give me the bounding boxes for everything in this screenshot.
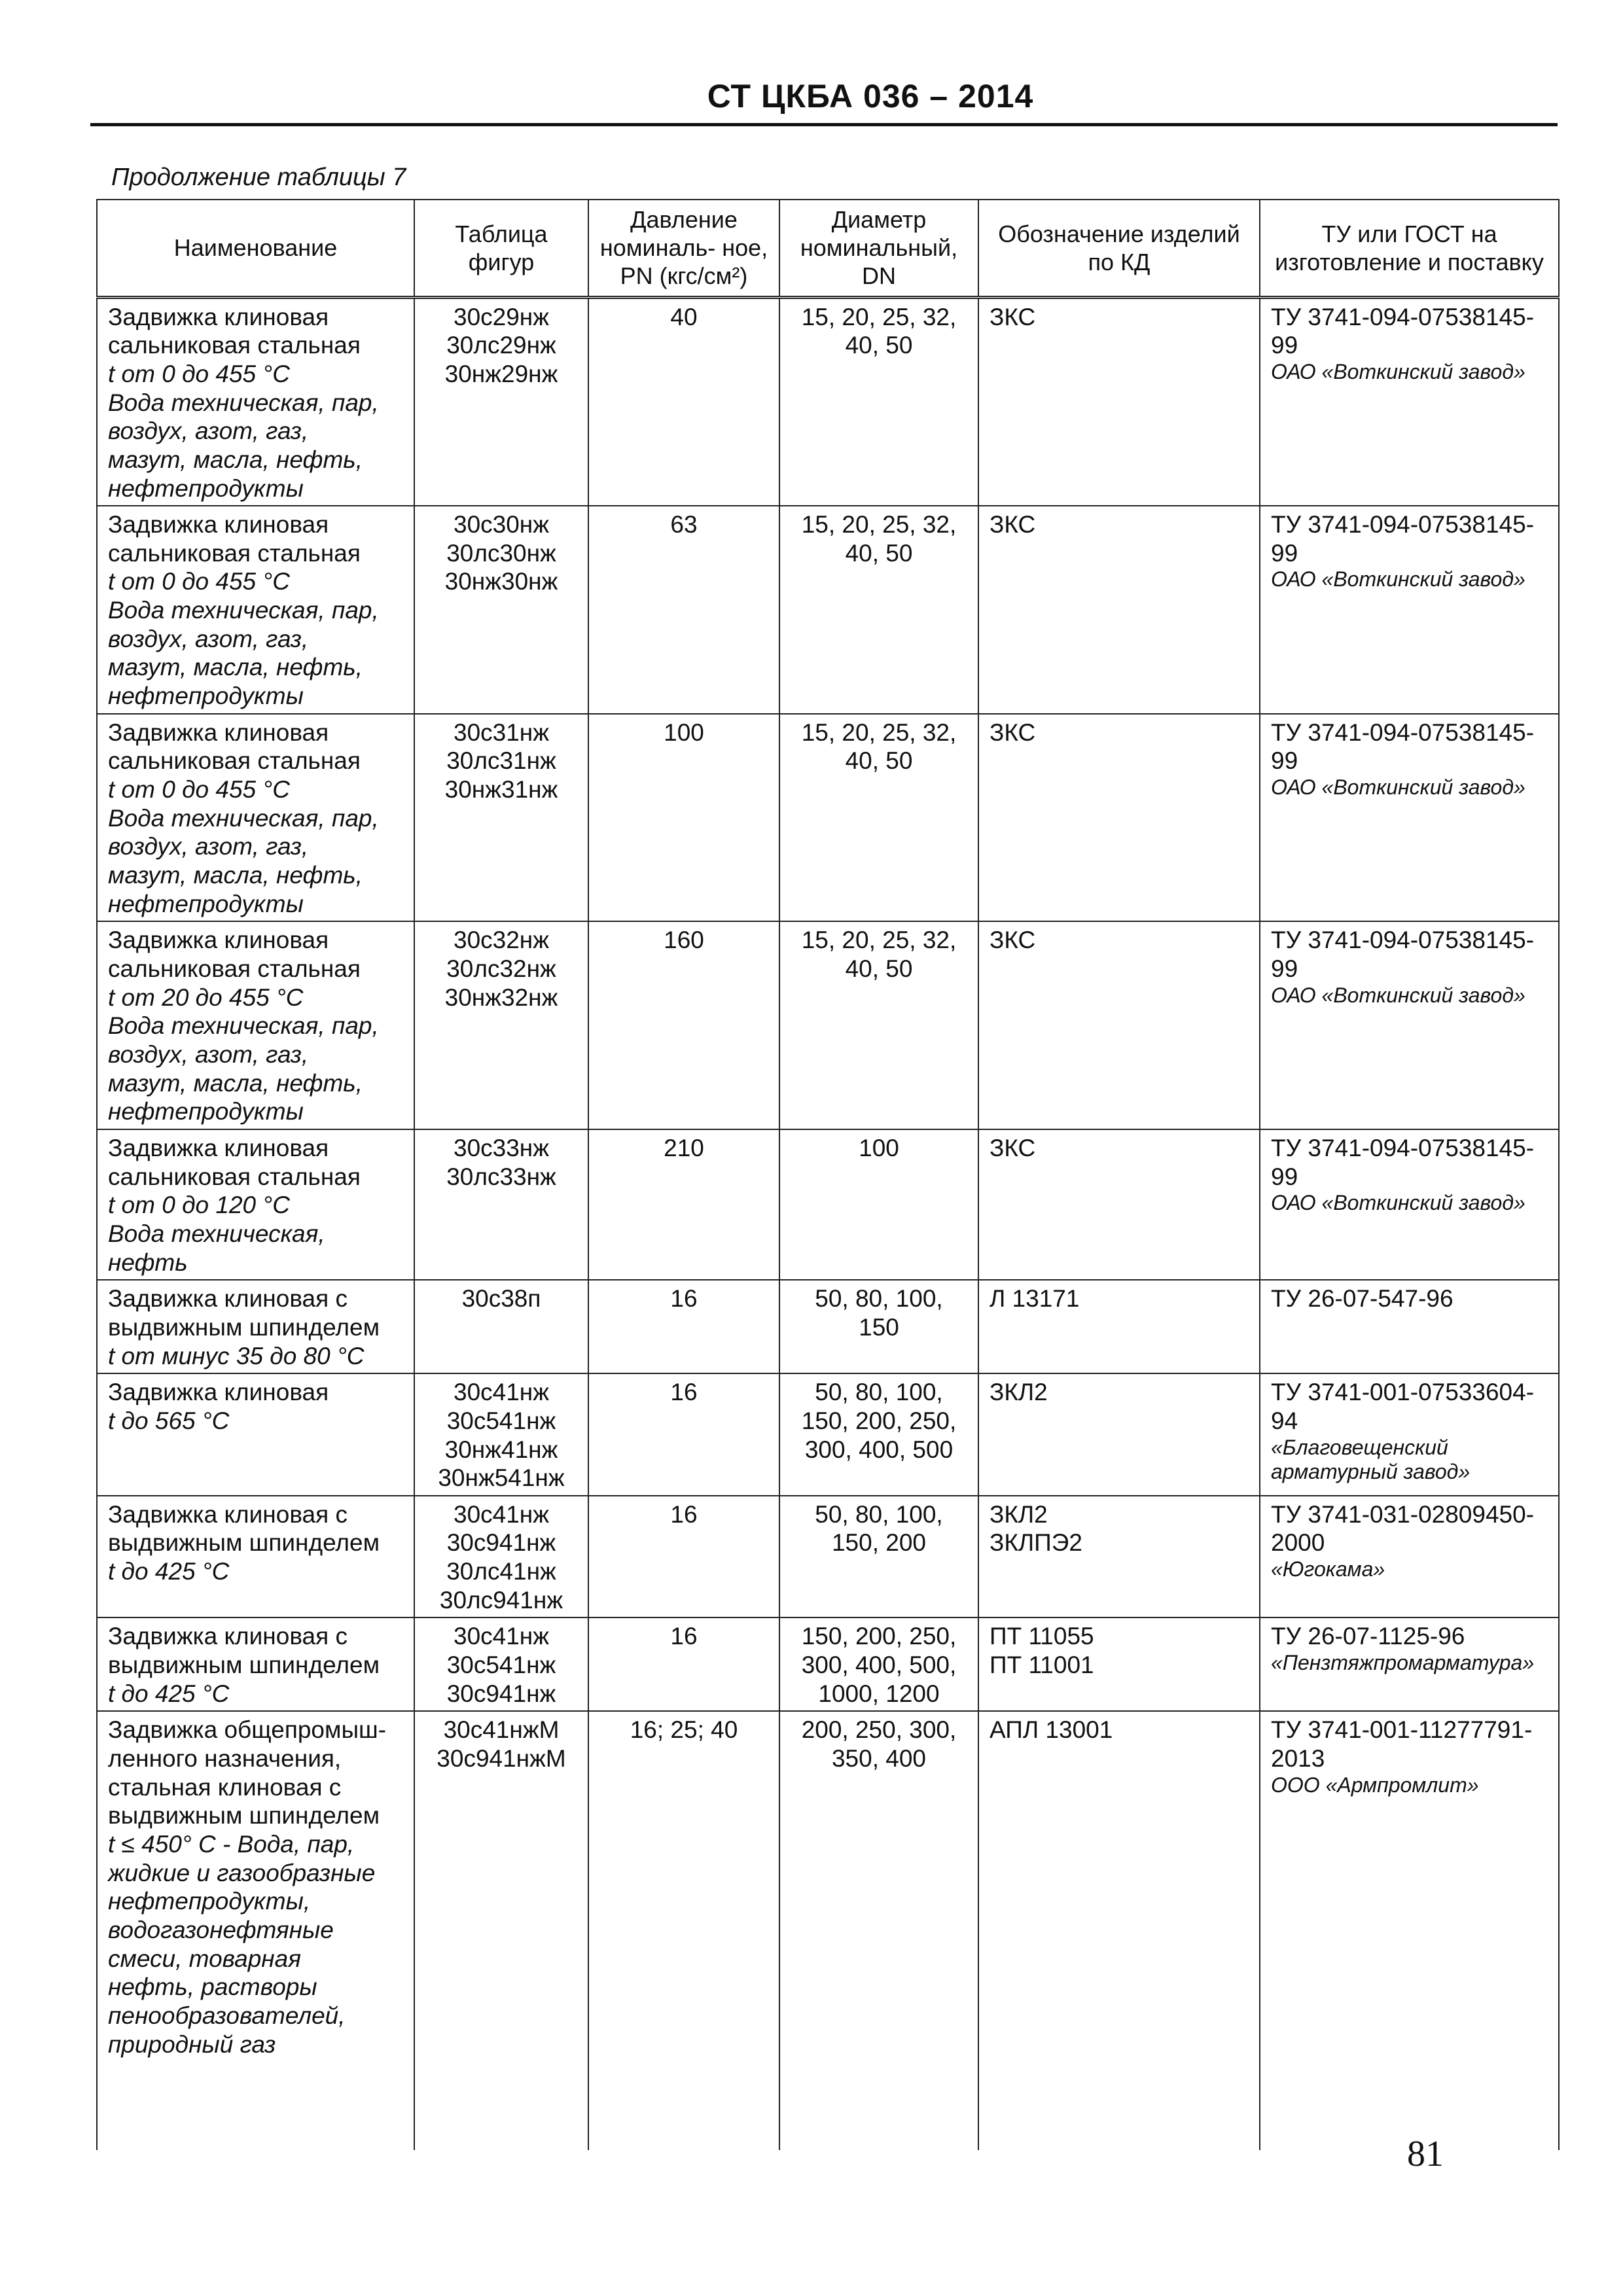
- cell-name: [97, 1280, 414, 1373]
- diameter-line: 150, 200, 250,: [801, 1407, 957, 1434]
- manufacturer-name: ОАО «Воткинский завод»: [1271, 775, 1525, 800]
- cell-name: [97, 1373, 414, 1496]
- cell-tu-gost: [1260, 1129, 1559, 1280]
- name-line: стальная клиновая с: [108, 1773, 342, 1801]
- figure-code: 30с38п: [461, 1285, 541, 1313]
- table-row: [97, 1280, 1559, 1373]
- figure-code: 30лс29нж: [446, 332, 556, 359]
- cell-pressure: 40: [588, 297, 779, 506]
- diameter-line: 50, 80, 100,: [815, 1500, 943, 1528]
- name-detail-line: воздух, азот, газ,: [108, 1040, 309, 1068]
- column-header-figures: Таблица фигур: [414, 200, 588, 297]
- figure-code: 30лс32нж: [446, 955, 556, 982]
- name-line: выдвижным шпинделем: [108, 1529, 380, 1557]
- figure-code: 30с41нжМ: [443, 1716, 560, 1744]
- name-line: сальниковая стальная: [108, 332, 361, 359]
- column-header-name: Наименование: [97, 200, 414, 297]
- kd-code: Л 13171: [990, 1285, 1080, 1313]
- name-line: Задвижка клиновая с: [108, 1285, 348, 1313]
- cell-figures: [414, 1496, 588, 1618]
- name-line: сальниковая стальная: [108, 955, 361, 982]
- manufacturer-name: «Югокама»: [1271, 1557, 1385, 1581]
- cell-diameter: [779, 1280, 978, 1373]
- diameter-line: 15, 20, 25, 32,: [801, 511, 957, 539]
- figure-code: 30лс33нж: [446, 1163, 556, 1190]
- name-line: ленного назначения,: [108, 1745, 342, 1773]
- diameter-line: 50, 80, 100,: [815, 1379, 943, 1406]
- cell-name: [97, 1129, 414, 1280]
- cell-tu-gost: [1260, 1617, 1559, 1711]
- name-line: Задвижка клиновая: [108, 511, 329, 539]
- table-row: [97, 297, 1559, 506]
- cell-figures: [414, 1617, 588, 1711]
- kd-code: ЗКС: [990, 1134, 1036, 1161]
- name-detail-line: воздух, азот, газ,: [108, 833, 309, 860]
- name-detail-line: нефть: [108, 1248, 188, 1276]
- tu-number: ТУ 3741-094-07538145-99: [1271, 927, 1535, 982]
- figure-code: 30нж31нж: [444, 776, 558, 804]
- name-line: Задвижка клиновая: [108, 718, 329, 746]
- document-code-title: СТ ЦКБА 036 – 2014: [707, 78, 1034, 115]
- table-row: [97, 714, 1559, 922]
- diameter-line: 40, 50: [845, 747, 913, 775]
- diameter-line: 300, 400, 500,: [801, 1651, 957, 1679]
- name-line: Задвижка клиновая: [108, 1379, 329, 1406]
- table-row: [97, 506, 1559, 714]
- figure-code: 30нж541нж: [438, 1464, 565, 1492]
- cell-pressure: 16: [588, 1496, 779, 1618]
- figure-code: 30с941нж: [446, 1529, 556, 1557]
- name-line: сальниковая стальная: [108, 539, 361, 567]
- diameter-line: 200, 250, 300,: [801, 1716, 957, 1744]
- table-continuation-caption: Продолжение таблицы 7: [111, 164, 406, 191]
- table-header: [97, 200, 1559, 297]
- table-header-row: [97, 200, 1559, 297]
- cell-figures: [414, 297, 588, 506]
- name-detail-line: t до 425 °С: [108, 1680, 230, 1707]
- cell-pressure: 16: [588, 1373, 779, 1496]
- cell-diameter: [779, 1617, 978, 1711]
- name-detail-line: жидкие и газообразные: [108, 1859, 376, 1886]
- header-divider: [90, 123, 1558, 126]
- diameter-line: 100: [859, 1134, 899, 1161]
- cell-tu-gost: [1260, 714, 1559, 922]
- name-detail-line: t от 0 до 455 °C: [108, 360, 290, 387]
- tu-number: ТУ 26-07-1125-96: [1271, 1623, 1465, 1650]
- name-detail-line: Вода техническая,: [108, 1220, 325, 1247]
- name-detail-line: Вода техническая, пар,: [108, 597, 379, 624]
- name-detail-line: t от 0 до 455 °C: [108, 776, 290, 804]
- manufacturer-name: ООО «Армпромлит»: [1271, 1773, 1479, 1797]
- name-line: сальниковая стальная: [108, 747, 361, 775]
- name-detail-line: мазут, масла, нефть,: [108, 1069, 363, 1097]
- cell-kd-designation: [978, 506, 1260, 714]
- tu-number: ТУ 3741-094-07538145-99: [1271, 1134, 1535, 1190]
- cell-diameter: [779, 506, 978, 714]
- figure-code: 30нж30нж: [444, 568, 558, 595]
- cell-name: [97, 297, 414, 506]
- tu-number: ТУ 3741-031-02809450- 2000: [1271, 1500, 1535, 1557]
- name-detail-line: воздух, азот, газ,: [108, 417, 309, 445]
- cell-pressure: 160: [588, 921, 779, 1129]
- name-detail-line: нефтепродукты,: [108, 1888, 311, 1915]
- figure-code: 30с541нж: [446, 1651, 556, 1679]
- figure-code: 30с41нж: [454, 1500, 549, 1528]
- cell-figures: [414, 1711, 588, 2150]
- name-detail-line: нефть, растворы: [108, 1973, 317, 2001]
- name-detail-line: нефтепродукты: [108, 682, 304, 710]
- manufacturer-name: ОАО «Воткинский завод»: [1271, 359, 1525, 383]
- diameter-line: 150, 200: [831, 1529, 927, 1557]
- name-detail-line: Вода техническая, пар,: [108, 1012, 379, 1040]
- kd-code: ЗКС: [990, 303, 1036, 330]
- name-detail-line: t до 565 °С: [108, 1407, 230, 1434]
- kd-code: ЗКС: [990, 718, 1036, 746]
- cell-pressure: 100: [588, 714, 779, 922]
- kd-code: ЗКЛПЭ2: [990, 1529, 1082, 1557]
- manufacturer-name: ОАО «Воткинский завод»: [1271, 567, 1525, 592]
- name-line: выдвижным шпинделем: [108, 1802, 380, 1829]
- cell-tu-gost: [1260, 1496, 1559, 1618]
- cell-tu-gost: [1260, 1280, 1559, 1373]
- figure-code: 30с33нж: [454, 1134, 549, 1161]
- name-detail-line: смеси, товарная: [108, 1945, 302, 1972]
- manufacturer-name: «Благовещенский: [1271, 1435, 1448, 1459]
- name-line: Задвижка клиновая: [108, 303, 329, 330]
- manufacturer-name: ОАО «Воткинский завод»: [1271, 1191, 1525, 1215]
- name-line: сальниковая стальная: [108, 1163, 361, 1190]
- name-detail-line: мазут, масла, нефть,: [108, 862, 363, 889]
- name-detail-line: природный газ: [108, 2030, 276, 2058]
- cell-kd-designation: [978, 1496, 1260, 1618]
- tu-number: ТУ 3741-001-11277791- 2013: [1271, 1716, 1533, 1773]
- cell-diameter: [779, 714, 978, 922]
- cell-pressure: 16: [588, 1280, 779, 1373]
- diameter-line: 15, 20, 25, 32,: [801, 927, 957, 954]
- name-detail-line: t ≤ 450° С - Вода, пар,: [108, 1831, 355, 1858]
- figure-code: 30с41нж: [454, 1379, 549, 1406]
- manufacturer-name: «Пензтяжпромарматура»: [1271, 1651, 1535, 1675]
- figure-code: 30лс30нж: [446, 539, 556, 567]
- cell-figures: [414, 1280, 588, 1373]
- cell-diameter: [779, 921, 978, 1129]
- cell-kd-designation: [978, 1129, 1260, 1280]
- cell-tu-gost: [1260, 506, 1559, 714]
- cell-kd-designation: [978, 1711, 1260, 2150]
- kd-code: ЗКС: [990, 511, 1036, 539]
- diameter-line: 1000, 1200: [818, 1680, 940, 1707]
- cell-tu-gost: [1260, 1373, 1559, 1496]
- kd-code: ЗКС: [990, 927, 1036, 954]
- name-line: Задвижка общепромыш-: [108, 1716, 387, 1744]
- tu-number: ТУ 3741-094-07538145-99: [1271, 303, 1535, 359]
- cell-kd-designation: [978, 714, 1260, 922]
- diameter-line: 50, 80, 100,: [815, 1285, 943, 1313]
- cell-tu-gost: [1260, 921, 1559, 1129]
- cell-kd-designation: [978, 297, 1260, 506]
- cell-name: [97, 921, 414, 1129]
- cell-diameter: [779, 1711, 978, 2150]
- name-detail-line: t от 0 до 120 °C: [108, 1192, 290, 1219]
- name-detail-line: мазут, масла, нефть,: [108, 446, 363, 473]
- figure-code: 30с941нж: [446, 1680, 556, 1707]
- name-detail-line: пенообразователей,: [108, 2002, 346, 2029]
- page-number: 81: [1407, 2134, 1444, 2174]
- diameter-line: 300, 400, 500: [804, 1436, 954, 1463]
- figure-code: 30с941нжМ: [437, 1745, 566, 1773]
- column-header-tu-gost: ТУ или ГОСТ на изготовление и поставку: [1260, 200, 1559, 297]
- tu-number: ТУ 3741-094-07538145-99: [1271, 511, 1535, 567]
- name-detail-line: t от 0 до 455 °C: [108, 568, 290, 595]
- column-header-diameter: Диаметр номинальный, DN: [779, 200, 978, 297]
- cell-diameter: [779, 1373, 978, 1496]
- cell-diameter: [779, 297, 978, 506]
- kd-code: АПЛ 13001: [990, 1716, 1113, 1744]
- name-line: Задвижка клиновая: [108, 1134, 329, 1161]
- cell-figures: [414, 1129, 588, 1280]
- name-detail-line: нефтепродукты: [108, 890, 304, 917]
- name-detail-line: t до 425 °С: [108, 1558, 230, 1585]
- cell-name: [97, 1617, 414, 1711]
- cell-name: [97, 506, 414, 714]
- figure-code: 30с31нж: [454, 718, 549, 746]
- figure-code: 30лс941нж: [439, 1586, 563, 1614]
- name-detail-line: t от минус 35 до 80 °С: [108, 1342, 365, 1369]
- cell-diameter: [779, 1496, 978, 1618]
- name-detail-line: нефтепродукты: [108, 474, 304, 502]
- tu-number: ТУ 3741-094-07538145-99: [1271, 718, 1535, 775]
- diameter-line: 150, 200, 250,: [801, 1623, 957, 1650]
- table-row: [97, 1496, 1559, 1618]
- kd-code: ЗКЛ2: [990, 1379, 1048, 1406]
- manufacturer-name: ОАО «Воткинский завод»: [1271, 983, 1525, 1007]
- name-detail-line: водогазонефтяные: [108, 1916, 334, 1943]
- diameter-line: 15, 20, 25, 32,: [801, 718, 957, 746]
- tu-number: ТУ 3741-001-07533604-94: [1271, 1379, 1535, 1434]
- manufacturer-name: арматурный завод»: [1271, 1460, 1471, 1484]
- cell-diameter: [779, 1129, 978, 1280]
- cell-pressure: 16; 25; 40: [588, 1711, 779, 2150]
- kd-code: ПТ 11055: [990, 1623, 1094, 1650]
- name-line: Задвижка клиновая с: [108, 1623, 348, 1650]
- name-line: Задвижка клиновая: [108, 927, 329, 954]
- name-line: Задвижка клиновая с: [108, 1500, 348, 1528]
- cell-figures: [414, 714, 588, 922]
- kd-code: ЗКЛ2: [990, 1500, 1048, 1528]
- kd-code: ПТ 11001: [990, 1651, 1094, 1679]
- cell-figures: [414, 921, 588, 1129]
- table-row: [97, 1129, 1559, 1280]
- cell-kd-designation: [978, 1373, 1260, 1496]
- figure-code: 30с29нж: [454, 303, 549, 330]
- table-row: [97, 921, 1559, 1129]
- figure-code: 30нж29нж: [444, 360, 558, 387]
- cell-tu-gost: [1260, 1711, 1559, 2150]
- name-detail-line: Вода техническая, пар,: [108, 804, 379, 832]
- name-line: выдвижным шпинделем: [108, 1313, 380, 1341]
- figure-code: 30с30нж: [454, 511, 549, 539]
- cell-pressure: 210: [588, 1129, 779, 1280]
- cell-kd-designation: [978, 1280, 1260, 1373]
- diameter-line: 150: [859, 1313, 899, 1341]
- figure-code: 30нж32нж: [444, 983, 558, 1011]
- figure-code: 30нж41нж: [444, 1436, 558, 1463]
- table-row: [97, 1617, 1559, 1711]
- column-header-pressure: Давление номиналь- ное, PN (кгс/см²): [588, 200, 779, 297]
- cell-figures: [414, 506, 588, 714]
- diameter-line: 40, 50: [845, 539, 913, 567]
- name-line: выдвижным шпинделем: [108, 1651, 380, 1679]
- cell-tu-gost: [1260, 297, 1559, 506]
- cell-pressure: 63: [588, 506, 779, 714]
- name-detail-line: нефтепродукты: [108, 1098, 304, 1125]
- name-detail-line: Вода техническая, пар,: [108, 389, 379, 416]
- name-detail-line: мазут, масла, нефть,: [108, 654, 363, 681]
- cell-name: [97, 714, 414, 922]
- valves-spec-table: [96, 199, 1560, 2150]
- figure-code: 30с41нж: [454, 1623, 549, 1650]
- cell-name: [97, 1496, 414, 1618]
- cell-pressure: 16: [588, 1617, 779, 1711]
- figure-code: 30лс31нж: [446, 747, 556, 775]
- diameter-line: 40, 50: [845, 332, 913, 359]
- figure-code: 30с32нж: [454, 927, 549, 954]
- cell-name: [97, 1711, 414, 2150]
- diameter-line: 15, 20, 25, 32,: [801, 303, 957, 330]
- name-detail-line: воздух, азот, газ,: [108, 625, 309, 652]
- column-header-kd-designation: Обозначение изделий по КД: [978, 200, 1260, 297]
- name-detail-line: t от 20 до 455 °C: [108, 983, 304, 1011]
- table-body: [97, 297, 1559, 2150]
- figure-code: 30с541нж: [446, 1407, 556, 1434]
- cell-kd-designation: [978, 1617, 1260, 1711]
- table-row: [97, 1373, 1559, 1496]
- diameter-line: 40, 50: [845, 955, 913, 982]
- cell-figures: [414, 1373, 588, 1496]
- table-row: [97, 1711, 1559, 2150]
- figure-code: 30лс41нж: [446, 1558, 556, 1585]
- diameter-line: 350, 400: [831, 1745, 927, 1773]
- tu-number: ТУ 26-07-547-96: [1271, 1285, 1454, 1313]
- cell-kd-designation: [978, 921, 1260, 1129]
